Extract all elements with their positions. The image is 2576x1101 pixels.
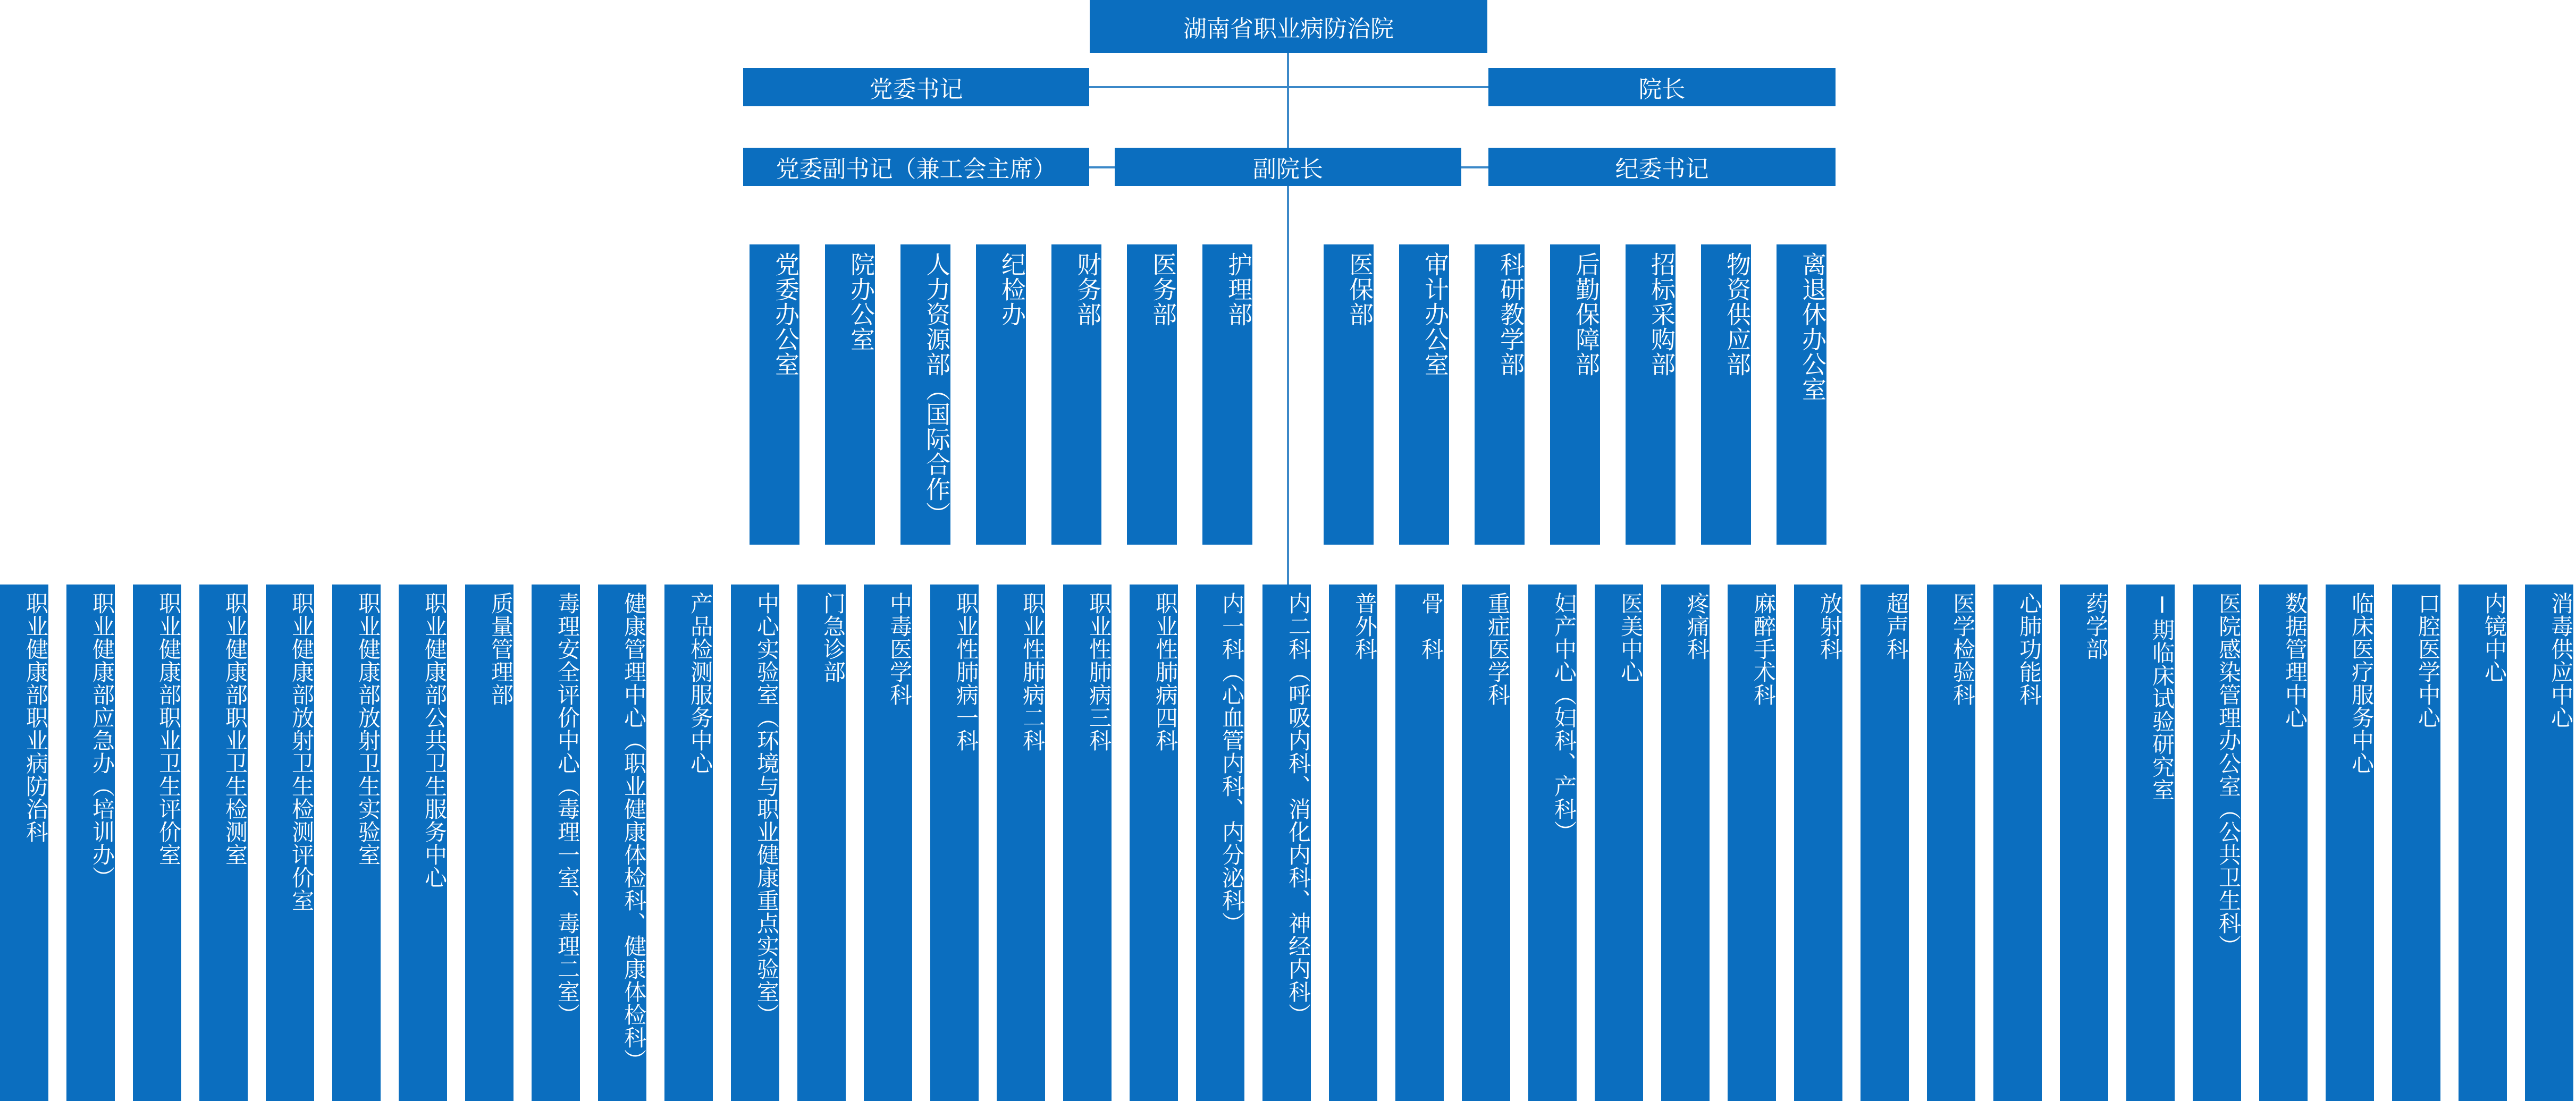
unit-label: 医美中心 (1618, 592, 1644, 683)
unit-label: 医院感染管理办公室（公共卫生科） (2216, 592, 2242, 958)
unit-box (1661, 585, 1710, 1101)
dept-left-label: 党委办公室 (771, 252, 800, 377)
unit-box (532, 585, 580, 1101)
dept-right-label: 科研教学部 (1496, 252, 1525, 377)
unit-label: 数据管理中心 (2282, 592, 2308, 729)
vice-president-label: 副院长 (1253, 156, 1323, 183)
unit-label: 妇产中心（妇科、产科） (1551, 592, 1577, 843)
connector-secretary-president (1089, 86, 1488, 88)
unit-box (1130, 585, 1178, 1101)
unit-box (2259, 585, 2308, 1101)
dept-right (1399, 244, 1449, 545)
unit-label: 职业性肺病四科 (1152, 592, 1178, 752)
unit-box (2392, 585, 2440, 1101)
unit-box (1063, 585, 1112, 1101)
unit-box (1462, 585, 1510, 1101)
unit-box (66, 585, 115, 1101)
dept-left-label: 财务部 (1073, 252, 1102, 327)
unit-label: 重症医学科 (1485, 592, 1511, 706)
dept-right-label: 医保部 (1345, 252, 1374, 327)
dept-left-label: 人力资源部（国际合作） (922, 252, 951, 527)
unit-box (465, 585, 513, 1101)
dept-right-label: 物资供应部 (1723, 252, 1752, 377)
dept-right (1626, 244, 1676, 545)
unit-label: 质量管理部 (488, 592, 514, 706)
dept-left-label: 纪检办 (998, 252, 1026, 327)
unit-label: 职业健康部放射卫生检测评价室 (289, 592, 315, 912)
dept-right-label: 审计办公室 (1421, 252, 1450, 377)
unit-box (1993, 585, 2042, 1101)
dept-left (1127, 244, 1177, 545)
president-box (1488, 68, 1836, 106)
discipline-secretary-box (1488, 148, 1836, 186)
unit-label: 心肺功能科 (2016, 592, 2042, 706)
unit-label: 产品检测服务中心 (687, 592, 713, 775)
unit-label: 中心实验室（环境与职业健康重点实验室） (754, 592, 780, 1026)
connector-deputy-right (1461, 166, 1488, 168)
unit-box (1395, 585, 1444, 1101)
deputy-party-secretary-box (743, 148, 1089, 186)
dept-left (900, 244, 950, 545)
party-secretary-box (743, 68, 1089, 106)
unit-box (1595, 585, 1643, 1101)
unit-box (1528, 585, 1577, 1101)
unit-box (1861, 585, 1909, 1101)
connector-deputy-left (1089, 166, 1115, 168)
unit-label: 职业性肺病一科 (953, 592, 979, 752)
connector-top-vertical (1287, 53, 1289, 590)
unit-box (864, 585, 912, 1101)
dept-right (1475, 244, 1525, 545)
dept-right (1324, 244, 1374, 545)
unit-box (1728, 585, 1776, 1101)
hospital-title: 湖南省职业病防治院 (1183, 15, 1394, 43)
unit-label: Ⅰ期临床试验研究室 (2149, 592, 2175, 801)
unit-label: 消毒供应中心 (2548, 592, 2574, 729)
unit-label: 内镜中心 (2481, 592, 2507, 683)
unit-box (2060, 585, 2108, 1101)
unit-label: 口腔医学中心 (2415, 592, 2441, 729)
dept-left-label: 医务部 (1149, 252, 1177, 327)
unit-box (1329, 585, 1377, 1101)
unit-label: 疼痛科 (1684, 592, 1710, 660)
unit-label: 临床医疗服务中心 (2348, 592, 2375, 775)
unit-label: 放射科 (1817, 592, 1843, 660)
unit-label: 职业健康部应急办（培训办） (89, 592, 115, 889)
unit-box (2459, 585, 2507, 1101)
unit-label: 骨 科 (1418, 592, 1444, 660)
unit-label: 职业性肺病二科 (1020, 592, 1046, 752)
unit-box (2126, 585, 2175, 1101)
unit-box (1196, 585, 1244, 1101)
unit-box (0, 585, 48, 1101)
dept-right (1777, 244, 1826, 545)
dept-left (976, 244, 1026, 545)
dept-left (750, 244, 799, 545)
unit-box (1262, 585, 1311, 1101)
unit-label: 职业性肺病三科 (1086, 592, 1112, 752)
unit-box (664, 585, 713, 1101)
deputy-party-secretary-label: 党委副书记（兼工会主席） (776, 156, 1057, 183)
unit-box (199, 585, 248, 1101)
unit-box (598, 585, 646, 1101)
unit-label: 健康管理中心（职业健康体检科、健康体检科） (621, 592, 647, 1072)
unit-label: 内一科（心血管内科、内分泌科） (1219, 592, 1245, 935)
hospital-title-box (1090, 0, 1487, 53)
party-secretary-label: 党委书记 (869, 76, 963, 103)
dept-right (1550, 244, 1600, 545)
unit-box (1927, 585, 1975, 1101)
unit-box (266, 585, 314, 1101)
unit-box (2525, 585, 2573, 1101)
unit-label: 内二科（呼吸内科、消化内科、神经内科） (1285, 592, 1311, 1026)
unit-label: 职业健康部公共卫生服务中心 (422, 592, 448, 889)
unit-box (797, 585, 846, 1101)
vice-president-box (1115, 148, 1461, 186)
dept-right-label: 后勤保障部 (1572, 252, 1601, 377)
unit-label: 职业健康部职业卫生评价室 (156, 592, 182, 866)
dept-left-label: 院办公室 (847, 252, 875, 352)
unit-label: 职业健康部职业卫生检测室 (222, 592, 248, 866)
unit-box (2326, 585, 2374, 1101)
unit-label: 职业健康部放射卫生实验室 (355, 592, 381, 866)
dept-left (1051, 244, 1101, 545)
unit-label: 毒理安全评价中心（毒理一室、毒理二室） (554, 592, 580, 1026)
president-label: 院长 (1638, 76, 1686, 103)
unit-box (731, 585, 779, 1101)
dept-left (1202, 244, 1252, 545)
dept-left (825, 244, 875, 545)
unit-label: 医学检验科 (1950, 592, 1976, 706)
dept-left-label: 护理部 (1224, 252, 1253, 327)
unit-label: 麻醉手术科 (1750, 592, 1777, 706)
unit-label: 中毒医学科 (887, 592, 913, 706)
unit-box (1794, 585, 1842, 1101)
unit-label: 普外科 (1352, 592, 1378, 660)
dept-right (1701, 244, 1751, 545)
discipline-secretary-label: 纪委书记 (1615, 156, 1709, 183)
dept-right-label: 招标采购部 (1647, 252, 1676, 377)
unit-box (133, 585, 181, 1101)
unit-label: 职业健康部职业病防治科 (23, 592, 49, 843)
unit-box (2193, 585, 2241, 1101)
unit-box (332, 585, 381, 1101)
unit-box (997, 585, 1045, 1101)
dept-right-label: 离退休办公室 (1798, 252, 1827, 402)
unit-label: 超声科 (1883, 592, 1909, 660)
unit-box (930, 585, 979, 1101)
unit-label: 药学部 (2083, 592, 2109, 660)
unit-label: 门急诊部 (820, 592, 846, 683)
unit-box (399, 585, 447, 1101)
